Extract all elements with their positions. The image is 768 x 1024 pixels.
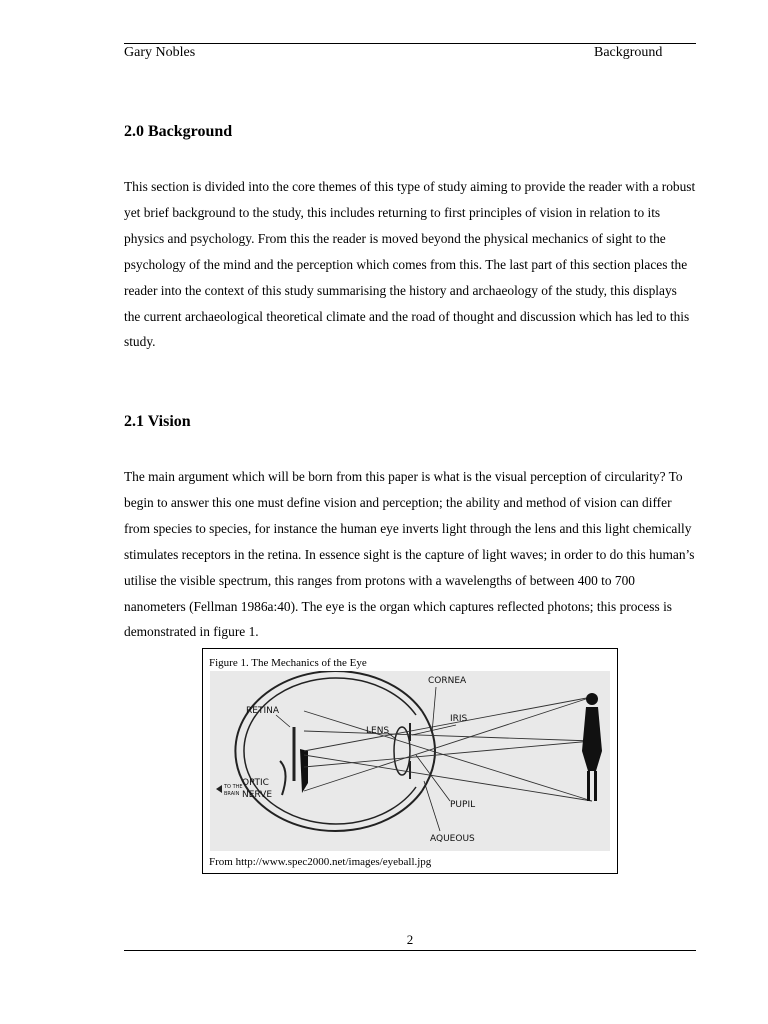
paragraph-background: This section is divided into the core themes of this type of study aiming to provide the reader with a robust yet brief background to the study, this includes returning to first principles of vision in relation to its physics and psychology. From this the reader is moved beyond the physical mechanics of sight to the psychology of the mind and the perception which comes from this. The last part of this section places the reader into the context of this study summarising the history and archaeology of the study, this displays the current archaeological theoretical climate and the road of thought and discussion which has led to this study. bbox=[124, 179, 696, 350]
heading-vision: 2.1 Vision bbox=[124, 413, 191, 430]
figure-1 bbox=[202, 648, 618, 874]
to-brain-arrow-icon bbox=[216, 785, 222, 793]
eyeball-inner-wall bbox=[244, 678, 416, 824]
person-silhouette bbox=[582, 693, 602, 801]
label-to-brain-2: BRAIN bbox=[224, 791, 240, 797]
figure-source: From http://www.spec2000.net/images/eyeball.jpg bbox=[209, 856, 432, 868]
light-rays bbox=[304, 697, 592, 801]
leader-aqueous bbox=[424, 781, 440, 831]
label-aqueous: AQUEOUS bbox=[430, 834, 475, 844]
leader-pupil bbox=[416, 755, 450, 801]
label-retina: RETINA bbox=[246, 706, 279, 716]
ray-1 bbox=[304, 697, 592, 791]
ray-2 bbox=[304, 697, 592, 751]
person-head bbox=[586, 693, 598, 705]
label-to-brain-1: TO THE bbox=[224, 784, 243, 790]
footer-rule bbox=[124, 950, 696, 951]
ray-3 bbox=[304, 755, 592, 801]
label-iris: IRIS bbox=[450, 714, 468, 724]
ray-6 bbox=[304, 731, 592, 741]
label-pupil: PUPIL bbox=[450, 800, 476, 810]
optic-nerve-shape bbox=[280, 761, 286, 795]
heading-background: 2.0 Background bbox=[124, 123, 233, 140]
paragraph-vision: The main argument which will be born from this paper is what is the visual perception of circularity? To begin to answer this one must define vision and perception; the ability and method of vision can differ from species to species, for instance the human eye inverts light through the lens and this light chemically stimulates receptors in the retina. In essence sight is the capture of light waves; in order to do this human’s utilise the visible spectrum, this ranges from protons with a wavelengths of between 400 to 700 nanometers (Fellman 1986a:40). The eye is the organ which captures reflected photons; this process is demonstrated in figure 1. bbox=[124, 469, 695, 640]
header-section: Background bbox=[594, 45, 663, 60]
label-cornea: CORNEA bbox=[428, 676, 467, 686]
ray-4 bbox=[304, 711, 592, 801]
header-author: Gary Nobles bbox=[124, 45, 196, 60]
person-leg-right bbox=[594, 771, 597, 801]
label-lens: LENS bbox=[366, 726, 390, 736]
label-optic: OPTIC bbox=[242, 778, 269, 788]
page-number: 2 bbox=[406, 932, 414, 947]
eye-diagram-drawing bbox=[210, 671, 610, 851]
person-leg-left bbox=[587, 771, 590, 801]
figure-caption: Figure 1. The Mechanics of the Eye bbox=[209, 657, 367, 669]
label-nerve: NERVE bbox=[242, 790, 273, 800]
ray-5 bbox=[304, 741, 592, 767]
person-body bbox=[582, 707, 602, 771]
leader-retina bbox=[276, 715, 290, 727]
eye-diagram bbox=[210, 671, 610, 851]
